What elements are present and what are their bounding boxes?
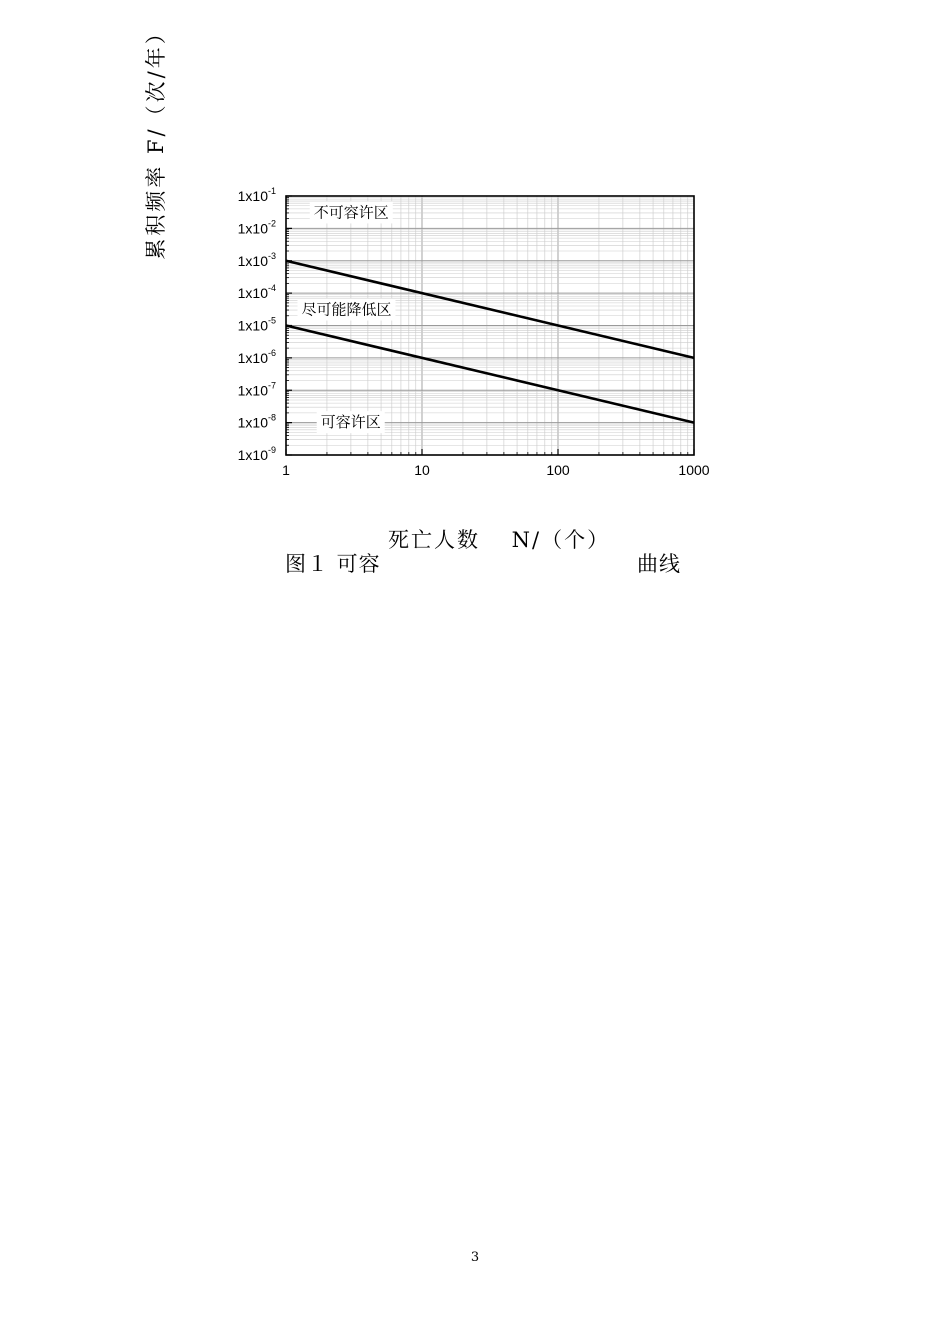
x-tick-label: 1000 [678,462,710,478]
figure-caption-left: 图１ 可容 [285,552,381,576]
series-line-2 [286,326,694,423]
y-tick-label: $1x10^{-9}$ [237,445,276,463]
x-axis-label: 死亡人数 N/（个） [388,528,611,552]
region-label-1: 不可容许区 [313,203,389,222]
y-tick-label: $1x10^{-1}$ [237,186,276,204]
x-tick-label: 10 [414,462,430,478]
figure-caption-right: 曲线 [637,552,681,576]
y-tick-label: $1x10^{-5}$ [237,315,276,334]
series [286,261,694,423]
y-axis-label: 累积频率 F/（次/年） [144,20,168,260]
region-label-3: 可容许区 [320,413,381,432]
fn-curve-chart [0,0,950,600]
y-tick-label: $1x10^{-4}$ [237,283,276,302]
y-tick-label: $1x10^{-3}$ [237,250,276,269]
x-tick-label: 1 [282,462,290,478]
region-label-2: 尽可能降低区 [301,300,392,319]
y-tick-label: $1x10^{-7}$ [237,380,276,399]
y-tick-label: $1x10^{-6}$ [237,347,276,366]
y-tick-label: $1x10^{-8}$ [237,412,276,431]
y-tick-label: $1x10^{-2}$ [237,218,276,237]
x-tick-label: 100 [546,462,570,478]
page-number: 3 [470,1250,480,1265]
